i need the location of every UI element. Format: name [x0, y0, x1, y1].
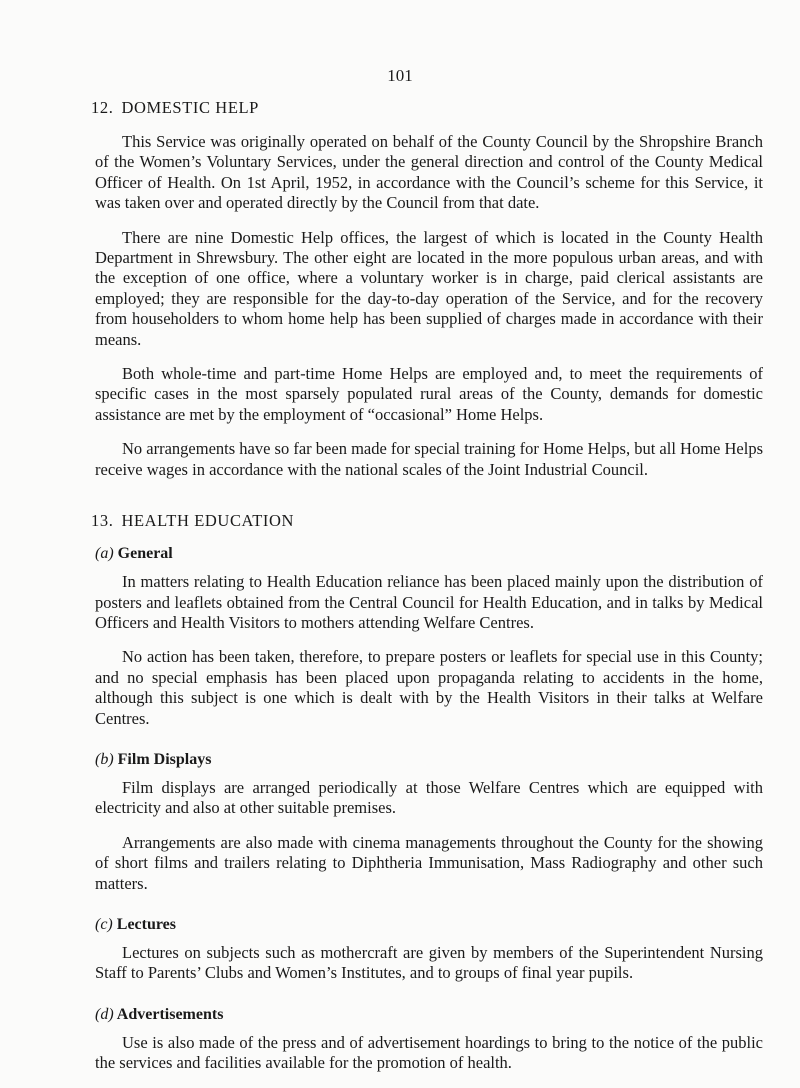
section-number: 13.: [91, 511, 114, 531]
page-content: [91, 98, 763, 1088]
section-number: 12.: [91, 98, 114, 117]
paragraph: Film displays are arranged periodically at those Welfare Centres which are equipped with electricity and also at other suitable premises.: [95, 777, 763, 818]
subsection-title: Film Displays: [117, 750, 212, 768]
subsection-title: Advertisements: [116, 1005, 224, 1023]
paragraph: There are nine Domestic Help offices, the largest of which is located in the County Health Department in Shrewsbury. The other eight are located in the more populous urban areas, and with the exception of one office, where a voluntary worker is in charge, paid clerical assistants are employed; they are responsible for the day-to-day operation of the Service, and for the recovery from householders to whom home help has been supplied of charges made in accordance with their means.: [95, 227, 763, 349]
section-title: HEALTH EDUCATION: [121, 511, 295, 531]
paragraph: In matters relating to Health Education reliance has been placed mainly upon the distribution of posters and leaflets obtained from the Central Council for Health Education, and in talks by Medical Officers and Health Visitors to mothers attending Welfare Centres.: [95, 572, 763, 632]
paragraph: Both whole-time and part-time Home Helps are employed and, to meet the requirements of specific cases in the most sparsely populated rural areas of the County, demands for domestic assistance are met by the employment of “occasional” Home Helps.: [95, 364, 763, 424]
paragraph: Use is also made of the press and of advertisement hoardings to bring to the notice of the public the services and facilities available for the promotion of health.: [95, 1032, 763, 1073]
paragraph: This Service was originally operated on behalf of the County Council by the Shropshire Branch of the Women’s Voluntary Services, under the general direction and control of the County Medical Officer of Health. On 1st April, 1952, in accordance with the Council’s scheme for this Service, it was taken over and operated directly by the Council from that date.: [95, 132, 763, 213]
page-number: 101: [387, 66, 413, 85]
subsection-letter: (d): [95, 1005, 114, 1023]
paragraph: Arrangements are also made with cinema managements throughout the County for the showing of short films and trailers relating to Diphtheria Immunisation, Mass Radiography and other such matters.: [95, 832, 763, 893]
subsection-heading-film-displays: [95, 751, 763, 769]
subsection-letter: (b): [95, 750, 114, 768]
subsection-heading-general: [95, 545, 763, 563]
subsection-heading-lectures: [95, 916, 763, 934]
paragraph: Lectures on subjects such as mothercraft are given by members of the Superintendent Nursing Staff to Parents’ Clubs and Women’s Institutes, and to groups of final year pupils.: [95, 942, 763, 983]
section-heading-domestic-help: [91, 98, 763, 118]
section-title: DOMESTIC HELP: [121, 98, 259, 117]
subsection-title: Lectures: [116, 915, 177, 933]
subsection-letter: (c): [95, 915, 113, 933]
subsection-letter: (a): [95, 545, 114, 563]
subsection-title: General: [117, 545, 173, 563]
paragraph: No arrangements have so far been made for special training for Home Helps, but all Home Helps receive wages in accordance with the national scales of the Joint Industrial Council.: [95, 439, 763, 479]
paragraph: No action has been taken, therefore, to prepare posters or leaflets for special use in this County; and no special emphasis has been placed upon propaganda relating to accidents in the home, although this subject is one which is dealt with by the Health Visitors in their talks at Welfare Centres.: [95, 647, 763, 728]
section-heading-health-education: [91, 511, 763, 531]
subsection-heading-advertisements: [95, 1006, 763, 1024]
